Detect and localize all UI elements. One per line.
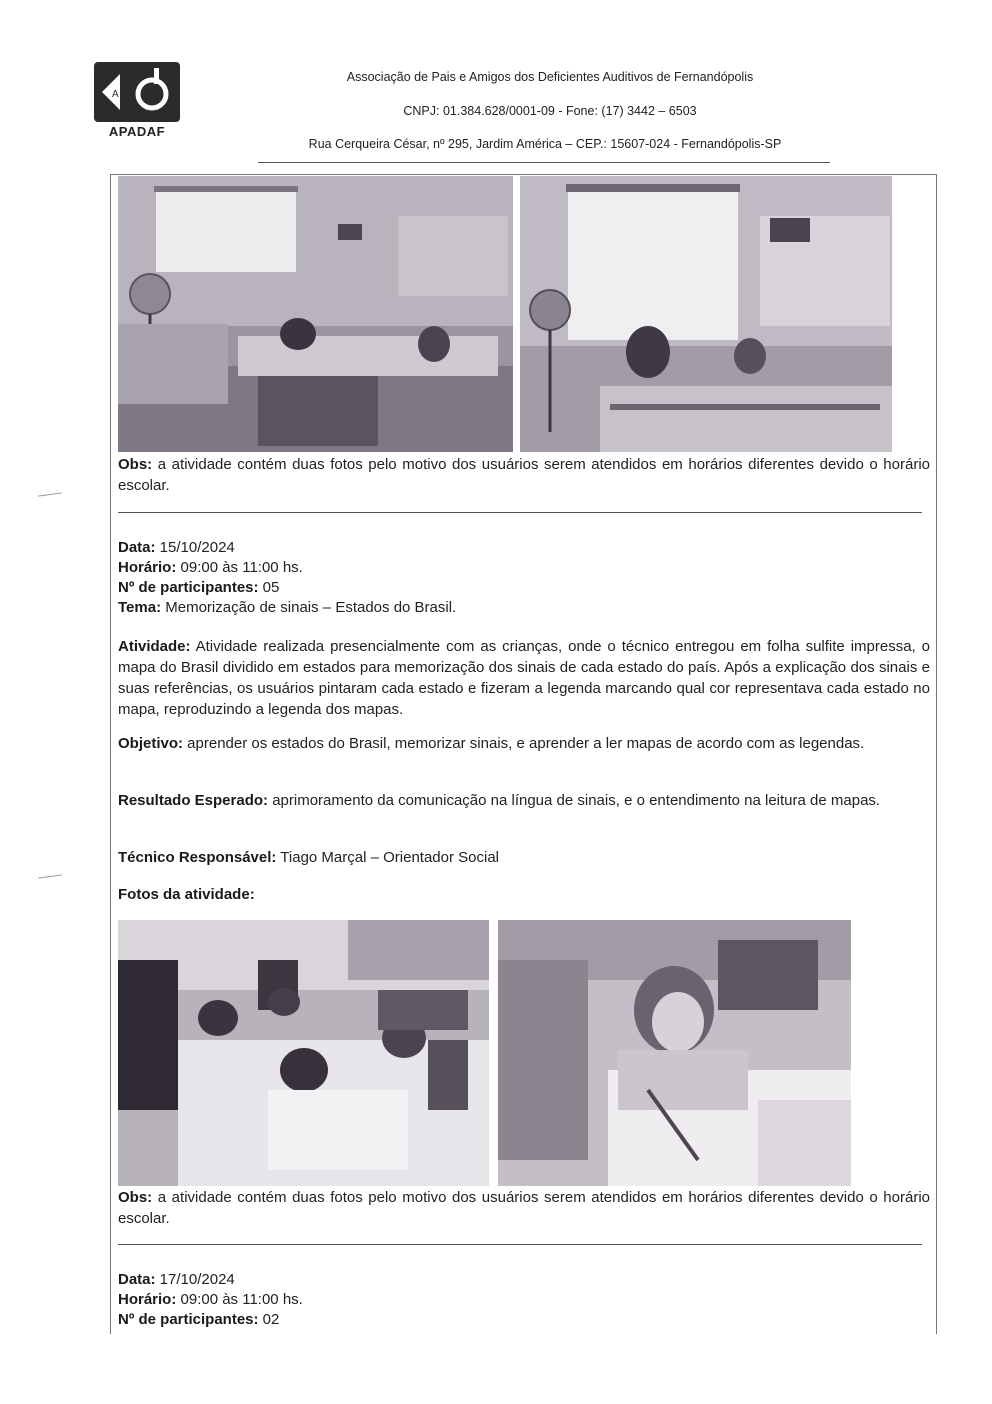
activity-photo-classroom-1 (118, 176, 513, 452)
participants-label: Nº de participantes: (118, 1311, 259, 1328)
activity-label: Atividade: (118, 638, 191, 655)
org-name: Associação de Pais e Amigos dos Deficientes Auditivos de Fernandópolis (346, 70, 754, 84)
photos-heading: Fotos da atividade: (118, 886, 255, 903)
activity-value: Atividade realizada presencialmente com as crianças, onde o técnico entregou em folha sulfite impressa, o mapa do Brasil dividido em estados para memorização dos sinais de cada estado do país. Após a explicação dos sinais e suas referências, os usuários pintaram cada estado e fizeram a legenda marcando qual cor representava cada estado no mapa, reproduzindo a legenda dos mapas. (118, 638, 930, 718)
obs-note-2 (118, 1187, 930, 1229)
obs-label: Obs: (118, 1189, 153, 1206)
participants-label: Nº de participantes: (118, 579, 259, 596)
punch-mark (38, 492, 62, 496)
header-divider (258, 162, 830, 163)
date-label: Data: (118, 539, 156, 556)
time-value: 09:00 às 11:00 hs. (176, 559, 303, 576)
participants-value: 05 (258, 579, 280, 596)
objective-label: Objetivo: (118, 735, 184, 752)
activity-photo-classroom-2 (520, 176, 892, 452)
date-line (118, 537, 930, 558)
time-value: 09:00 às 11:00 hs. (176, 1291, 303, 1308)
section-divider (118, 1244, 922, 1245)
time-label: Horário: (118, 1291, 177, 1308)
time-line (118, 557, 930, 578)
obs-text: a atividade contém duas fotos pelo motivo dos usuários serem atendidos em horários diferentes devido o horário escolar. (118, 1189, 930, 1227)
frame-top-border (110, 174, 937, 175)
logo-text: APADAF (108, 124, 166, 139)
objective-value: aprender os estados do Brasil, memorizar sinais, e aprender a ler mapas de acordo com as legendas. (183, 735, 865, 752)
punch-mark (38, 874, 62, 878)
obs-text: a atividade contém duas fotos pelo motivo dos usuários serem atendidos em horários diferentes devido o horário escolar. (118, 456, 930, 494)
technician-value: Tiago Marçal – Orientador Social (276, 849, 499, 866)
svg-text:A: A (112, 89, 119, 100)
date-value: 15/10/2024 (155, 539, 235, 556)
apadaf-logo (92, 62, 182, 138)
frame-left-border (110, 174, 111, 1334)
activity-paragraph (118, 636, 930, 720)
frame-right-border (936, 174, 937, 1334)
section-divider (118, 512, 922, 513)
activity-photo-children-drawing (118, 920, 489, 1186)
objective-paragraph (118, 733, 930, 754)
participants-line (118, 577, 930, 598)
result-paragraph (118, 790, 930, 811)
date-label: Data: (118, 1271, 156, 1288)
obs-note-1 (118, 454, 930, 496)
participants-value: 02 (258, 1311, 280, 1328)
logo-emblem (94, 62, 180, 122)
theme-line (118, 597, 930, 618)
date-line (118, 1269, 930, 1290)
time-label: Horário: (118, 559, 177, 576)
result-label: Resultado Esperado: (118, 792, 269, 809)
activity-photo-girl-coloring (498, 920, 851, 1186)
theme-label: Tema: (118, 599, 162, 616)
theme-value: Memorização de sinais – Estados do Brasil. (161, 599, 457, 616)
participants-line (118, 1309, 930, 1330)
time-line (118, 1289, 930, 1310)
technician-line (118, 847, 930, 868)
technician-label: Técnico Responsável: (118, 849, 277, 866)
cnpj-phone: CNPJ: 01.384.628/0001-09 - Fone: (17) 3442 – 6503 (403, 104, 697, 118)
address: Rua Cerqueira César, nº 295, Jardim América – CEP.: 15607-024 - Fernandópolis-SP (308, 137, 782, 151)
obs-label: Obs: (118, 456, 153, 473)
date-value: 17/10/2024 (155, 1271, 235, 1288)
result-value: aprimoramento da comunicação na língua de sinais, e o entendimento na leitura de mapas. (268, 792, 881, 809)
